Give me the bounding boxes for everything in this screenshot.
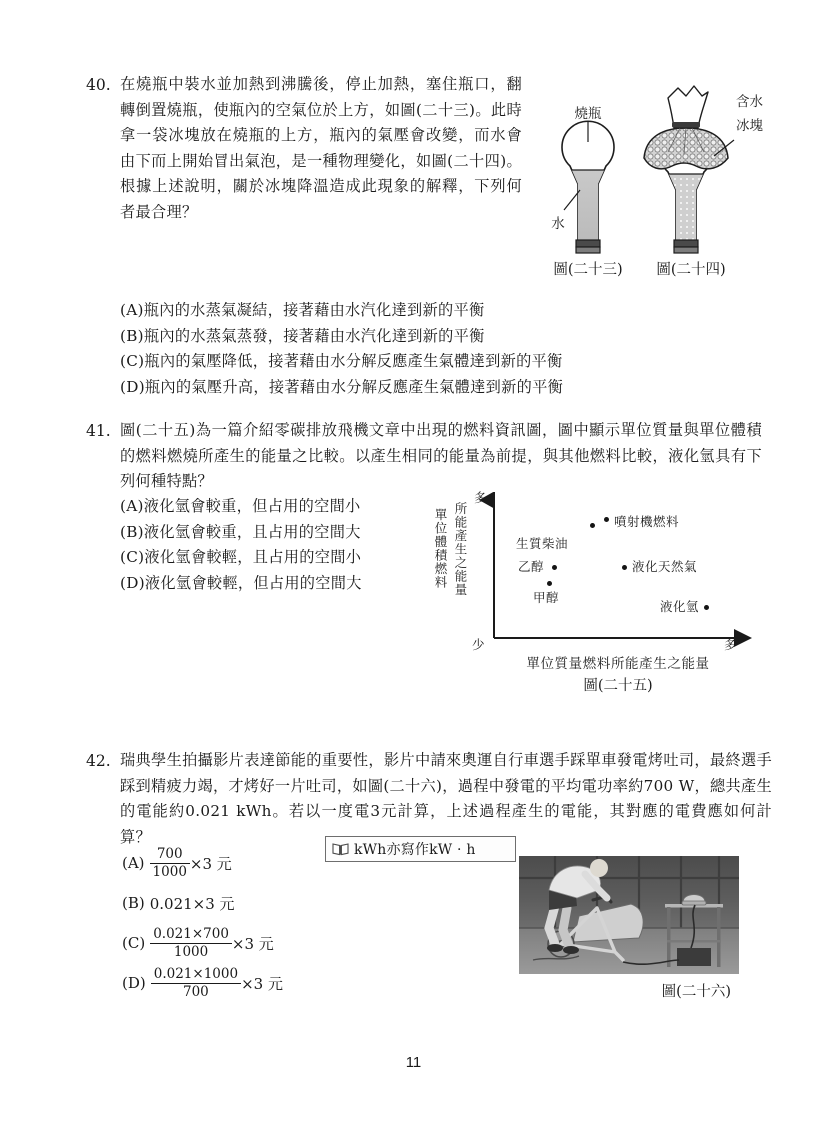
chart-axes-svg — [432, 492, 762, 652]
option-b-text: 0.021×3 元 — [149, 894, 235, 913]
chart-point-methanol — [547, 581, 552, 586]
question-41-option-d[interactable]: (D)液化氫會較輕，但占用的空間大 — [120, 573, 362, 592]
figure-25-caption: 圖(二十五) — [583, 678, 653, 694]
figure-23-label-water: 水 — [551, 216, 565, 232]
cyclist-generator-photo-svg — [519, 856, 739, 974]
question-42-options — [122, 846, 422, 1006]
unit-note-text: kWh亦寫作kW · h — [354, 842, 476, 858]
page-number: 11 — [405, 1054, 422, 1071]
option-a-tag: (A) — [122, 854, 145, 872]
figure-23-24-group — [528, 62, 778, 284]
figure-25-scatter-chart — [432, 492, 762, 707]
chart-ylabel-outer: 單位體積燃料 — [433, 508, 448, 589]
chart-point-biodiesel — [590, 523, 595, 528]
chart-y-tick-high: 多 — [474, 490, 487, 505]
figure-24-label-ice-line2: 冰塊 — [736, 118, 763, 134]
option-d-denominator: 700 — [183, 983, 209, 1000]
option-c-fraction — [150, 927, 232, 960]
chart-point-label-methanol: 甲醇 — [533, 590, 560, 605]
question-40-option-c[interactable]: (C)瓶內的氣壓降低，接著藉由水分解反應產生氣體達到新的平衡 — [120, 352, 563, 371]
question-41-option-c[interactable]: (C)液化氫會較輕，且占用的空間小 — [120, 548, 362, 567]
question-40 — [82, 72, 522, 226]
question-40-option-a[interactable]: (A)瓶內的水蒸氣凝結，接著藉由水汽化達到新的平衡 — [120, 301, 485, 319]
figure-23-label-flask: 燒瓶 — [574, 106, 602, 122]
chart-point-liquid-hydrogen — [704, 605, 709, 610]
option-a-denominator: 1000 — [152, 863, 187, 880]
open-book-icon — [332, 842, 349, 856]
option-d-fraction — [151, 967, 241, 1000]
option-d-suffix: ×3 元 — [241, 974, 283, 993]
figure-23-caption: 圖(二十三) — [553, 262, 623, 278]
question-40-option-d[interactable]: (D)瓶內的氣壓升高，接著藉由水分解反應產生氣體達到新的平衡 — [120, 377, 564, 396]
figure-24-flask-with-ice — [644, 86, 734, 254]
question-42-number: 42. — [86, 752, 111, 770]
question-40-option-b[interactable]: (B)瓶內的水蒸氣蒸發，接著藉由水汽化達到新的平衡 — [120, 326, 485, 345]
chart-point-label-lng: 液化天然氣 — [632, 559, 698, 574]
question-41-body — [120, 418, 762, 495]
chart-point-lng — [622, 565, 627, 570]
option-c-denominator: 1000 — [173, 943, 209, 960]
question-41-stem: 圖(二十五)為一篇介紹零碳排放飛機文章中出現的燃料資訊圖，圖中顯示單位質量與單位體積的燃料燃燒所產生的能量之比較。以產生相同的能量為前提，與其他燃料比較，液化氫具有下列何種特點？ — [120, 421, 762, 491]
unit-note-box — [325, 836, 516, 862]
question-40-options — [120, 298, 720, 400]
question-41-options — [120, 494, 460, 596]
figure-24-caption: 圖(二十四) — [656, 262, 726, 278]
flask-diagrams-svg — [528, 62, 778, 284]
chart-point-label-ethanol: 乙醇 — [518, 559, 545, 574]
question-42-option-d[interactable] — [122, 966, 422, 1000]
figure-26-photo-block — [519, 856, 739, 1000]
chart-point-label-jet-fuel: 噴射機燃料 — [614, 514, 680, 529]
figure-23-flask — [558, 108, 636, 254]
option-c-tag: (C) — [122, 934, 146, 952]
question-41-option-b[interactable]: (B)液化氫會較重，且占用的空間大 — [120, 522, 361, 541]
question-42-option-c[interactable] — [122, 926, 422, 960]
figure-26-caption: 圖(二十六) — [661, 984, 731, 1000]
option-d-numerator: 0.021×1000 — [151, 967, 241, 984]
figure-24-label-ice-line1: 含水 — [736, 94, 763, 110]
chart-xlabel: 單位質量燃料所能產生之能量 — [526, 656, 710, 672]
chart-x-tick-high: 多 — [724, 637, 737, 652]
option-c-numerator: 0.021×700 — [150, 927, 232, 944]
question-40-body — [120, 72, 522, 226]
option-c-suffix: ×3 元 — [231, 934, 274, 953]
chart-ylabel-inner: 所能產生之能量 — [453, 502, 468, 597]
question-41 — [82, 418, 762, 495]
option-a-numerator: 700 — [150, 847, 190, 864]
option-d-tag: (D) — [122, 974, 146, 992]
figure-26-photo — [519, 856, 739, 974]
chart-y-tick-low: 少 — [472, 637, 485, 652]
question-40-stem: 在燒瓶中裝水並加熱到沸騰後，停止加熱，塞住瓶口，翻轉倒置燒瓶，使瓶內的空氣位於上方，如圖(二十三)。此時拿一袋冰塊放在燒瓶的上方，瓶內的氣壓會改變，而水會由下而上開始冒出氣泡，是一種物理變化，如圖(二十四)。根據上述說明，關於冰塊降溫造成此現象的解釋，下列何者最合理？ — [120, 75, 522, 221]
chart-point-label-liquid-hydrogen: 液化氫 — [660, 599, 700, 614]
chart-point-jet-fuel — [604, 517, 609, 522]
chart-point-label-biodiesel: 生質柴油 — [516, 536, 569, 551]
question-41-option-a[interactable]: (A)液化氫會較重，但占用的空間小 — [120, 497, 361, 515]
question-40-number: 40. — [86, 76, 111, 94]
question-41-number: 41. — [86, 422, 111, 440]
question-42-stem: 瑞典學生拍攝影片表達節能的重要性，影片中請來奧運自行車選手踩單車發電烤吐司，最終選手踩到精疲力竭，才烤好一片吐司，如圖(二十六)，過程中發電的平均電功率約700 W，總共產生的電能約0.021 kWh。若以一度電3元計算，上述過程產生的電能，其對應的電費應如何計算？ — [120, 751, 772, 846]
option-b-tag: (B) — [122, 894, 145, 912]
chart-point-ethanol — [552, 565, 557, 570]
option-a-fraction — [150, 847, 190, 880]
option-a-suffix: ×3 元 — [189, 854, 232, 873]
question-42-option-b[interactable] — [122, 886, 422, 920]
